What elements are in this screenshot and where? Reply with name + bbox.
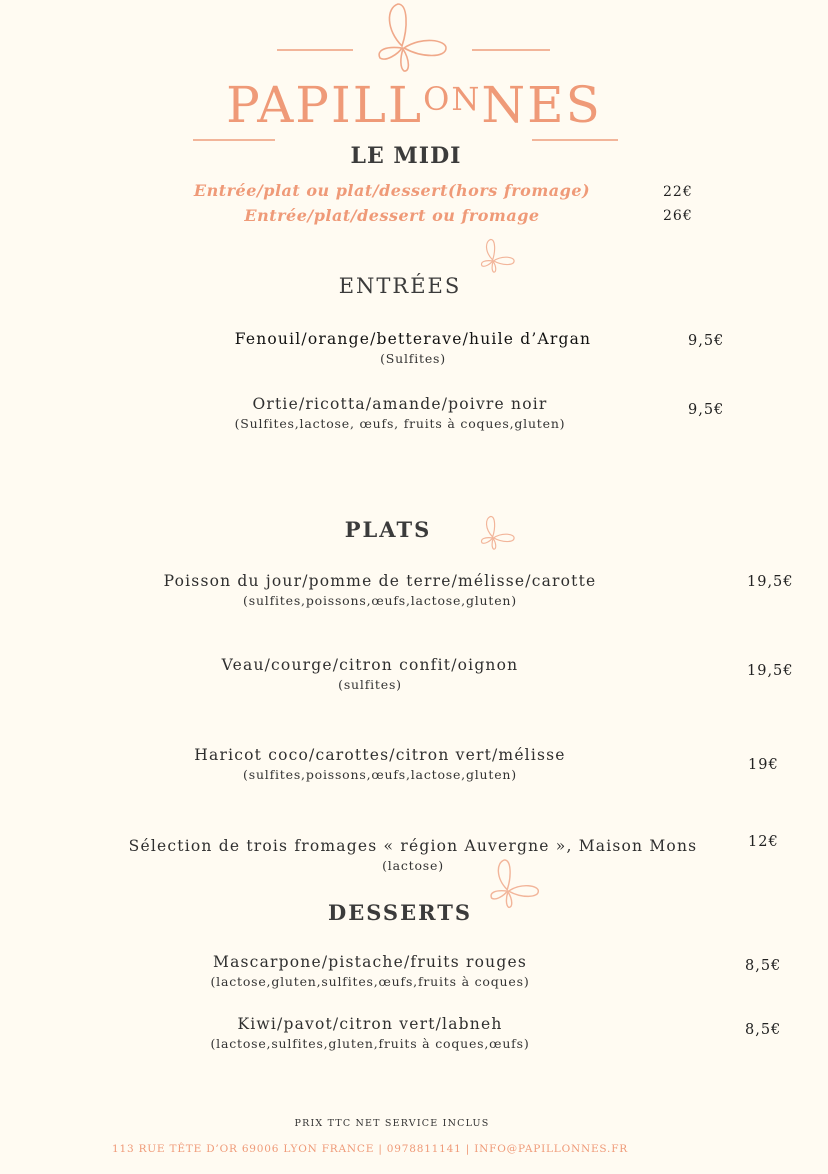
dish-price: 19€ [748,757,779,773]
dish-name: Sélection de trois fromages « région Auvergne », Maison Mons [128,837,698,855]
dish-allergens: (sulfites,poissons,œufs,lactose,gluten) [243,767,517,782]
dish-allergens: (sulfites) [338,677,402,692]
dish-allergens: (sulfites,poissons,œufs,lactose,gluten) [243,593,517,608]
plat-item [130,572,630,608]
formula-2-label: Entrée/plat/dessert ou fromage [244,206,540,225]
butterfly-logo-icon [372,2,454,74]
brand-name [160,76,668,134]
dish-price: 19,5€ [747,663,794,679]
logo-line-top-right [472,49,550,51]
logo-line-bottom-left [193,139,275,141]
dish-name: Kiwi/pavot/citron vert/labneh [237,1015,503,1033]
dish-allergens: (lactose,sulfites,gluten,fruits à coques,œufs) [210,1036,530,1051]
address-line: 113 RUE TÊTE D’OR 69006 LYON FRANCE | 0978811141 | INFO@PAPILLONNES.FR [112,1143,628,1155]
dish-allergens: (Sulfites,lactose, œufs, fruits à coques,gluten) [234,416,566,431]
dish-allergens: (lactose) [382,858,444,873]
dish-price: 12€ [748,834,779,850]
dessert-item [170,1015,570,1051]
dish-name: Poisson du jour/pomme de terre/mélisse/carotte [163,572,597,590]
dish-name: Fenouil/orange/betterave/huile d’Argan [234,330,592,348]
butterfly-plats-icon [478,515,518,551]
plats-title: PLATS [344,517,432,542]
formula-1-label: Entrée/plat ou plat/dessert(hors fromage) [193,181,591,200]
dish-price: 19,5€ [747,574,794,590]
brand-name-part2: ON [423,80,482,118]
dessert-item [170,953,570,989]
dish-name: Veau/courge/citron confit/oignon [221,656,519,674]
formula-2-price: 26€ [663,208,693,224]
logo-line-bottom-right [532,139,618,141]
entree-item [183,330,643,366]
plat-item [170,656,570,692]
dish-price: 9,5€ [688,402,725,418]
dish-name: Haricot coco/carottes/citron vert/mélisse [194,746,566,764]
entrees-title: ENTRÉES [338,274,462,298]
price-note: PRIX TTC NET SERVICE INCLUS [294,1118,490,1129]
dish-price: 8,5€ [745,1022,782,1038]
dish-price: 9,5€ [688,333,725,349]
entree-item [150,395,650,431]
dish-name: Ortie/ricotta/amande/poivre noir [252,395,548,413]
brand-name-part3: NES [481,76,602,134]
dish-price: 8,5€ [745,958,782,974]
brand-name-part1: PAPILL [226,76,424,134]
dish-allergens: (Sulfites) [380,351,446,366]
midi-title: LE MIDI [350,143,462,169]
dish-name: Mascarpone/pistache/fruits rouges [213,953,527,971]
plat-item [118,837,708,873]
plat-item [150,746,610,782]
desserts-title: DESSERTS [328,900,472,925]
dish-allergens: (lactose,gluten,sulfites,œufs,fruits à coques) [210,974,530,989]
butterfly-divider-icon [478,238,518,274]
logo-line-top-left [277,49,353,51]
formula-1-price: 22€ [663,184,693,200]
